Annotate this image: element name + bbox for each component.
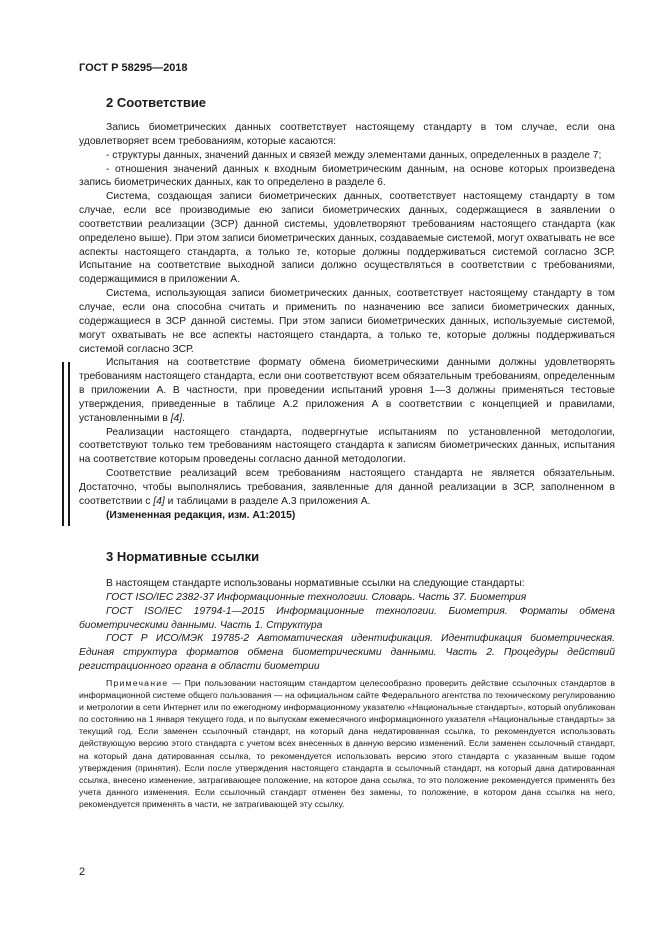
normative-reference: ГОСТ ISO/IEC 19794-1—2015 Информационные технологии. Биометрия. Форматы обмена биометрическими данными. Часть 1. Структура — [79, 605, 615, 631]
normative-reference: ГОСТ ISO/IEC 2382-37 Информационные технологии. Словарь. Часть 37. Биометрия — [106, 591, 527, 603]
section-3-title: 3 Нормативные ссылки — [106, 549, 260, 564]
text-run: Испытания на соответствие формату обмена биометрическими данными должны удовлетворять требованиям настоящего стандарта, если они соответствуют всем обязательным требованиям, определенным в приложении А. В частности, при проведении испытаний уровня 1—3 должны применяться тестовые утверждения, приведенные в таблице А.2 приложения А в соответствии с концепцией и правилами, установленными в — [79, 357, 615, 424]
normative-reference: ГОСТ Р ИСО/МЭК 19785-2 Автоматическая идентификация. Идентификация биометрическая. Единая структура форматов обмена биометрическими данными. Часть 2. Процедуры действий регистрационного органа в области биометрии — [79, 633, 615, 673]
paragraph: - структуры данных, значений данных и связей между элементами данных, определенных в разделе 7; — [106, 149, 602, 161]
text-run: Соответствие реализаций всем требованиям настоящего стандарта не является обязательным. Достаточно, чтобы выполнялись требования, заявленные для данной реализации в ЗСР, заполненном в соответствии с — [79, 468, 615, 507]
change-bar — [68, 362, 70, 526]
standard-code-header: ГОСТ Р 58295—2018 — [79, 62, 188, 74]
section-3-body — [79, 577, 615, 674]
bibliography-reference: [4] — [153, 495, 165, 507]
amendment-note: (Измененная редакция, изм. А1:2015) — [106, 509, 296, 521]
note-block — [79, 677, 615, 810]
paragraph — [79, 467, 615, 509]
paragraph: В настоящем стандарте использованы нормативные ссылки на следующие стандарты: — [106, 578, 525, 589]
paragraph — [79, 356, 615, 425]
note-paragraph — [79, 677, 615, 810]
paragraph: Система, использующая записи биометрических данных, соответствует настоящему стандарту в том случае, если она способна считать и применить по назначению все записи биометрических данных, содержащиеся в ЗСР данной системы. При этом записи биометрических данных, используемые системой, могут охватывать не все аспекты настоящего стандарта, а только те, которые должны поддерживаться системой согласно ЗСР. — [79, 288, 615, 355]
section-2-body — [79, 121, 615, 522]
paragraph: - отношения значений данных к входным биометрическим данным, на основе которых произведена запись биометрических данных, как то определено в разделе 6. — [79, 163, 615, 189]
paragraph: Запись биометрических данных соответствует настоящему стандарту в том случае, если она удовлетворяет всем требованиям, которые касаются: — [79, 122, 615, 147]
note-label: Примечание — [106, 678, 169, 688]
paragraph: Реализации настоящего стандарта, подвергнутые испытаниям по установленной методологии, соответствуют только тем требованиям настоящего стандарта к записям биометрических данных, испытания на соответствие которым проведены согласно данной методологии. — [79, 426, 615, 466]
change-bar — [62, 362, 64, 526]
text-run: . — [182, 412, 186, 424]
bibliography-reference: [4] — [170, 412, 183, 424]
note-text: — При пользовании настоящим стандартом целесообразно проверить действие ссылочных стандартов в информационной системе общего пользования — на официальном сайте Федерального агентства по техническому регулированию и метрологии в сети Интернет или по ежегодному информационному указателю «Национальные стандарты», который опубликован по состоянию на 1 января текущего года, и по выпускам ежемесячного информационного указателя «Национальные стандарты» за текущий год. Если заменен ссылочный стандарт, на который дана недатированная ссылка, то рекомендуется использовать действующую версию этого стандарта с учетом всех внесенных в данную версию изменений. Если заменен ссылочный стандарт, на который дана датированная ссылка, то рекомендуется использовать версию этого стандарта с указанным выше годом утверждения (принятия). Если после утверждения настоящего стандарта в ссылочный стандарт, на который дана датированная ссылка, внесено изменение, затрагивающее положение, на которое дана ссылка, то это положение рекомендуется применять без учета данного изменения. Если ссылочный стандарт отменен без замены, то положение, в котором дана ссылка на него, рекомендуется применять в части, не затрагивающей эту ссылку. — [79, 678, 615, 809]
paragraph: Система, создающая записи биометрических данных, соответствует настоящему стандарту в том случае, если все производимые ею записи биометрических данных, содержащиеся в заявлении о соответствии реализации (ЗСР) данной системы, удовлетворяют требованиям настоящего стандарта (как определено выше). При этом записи биометрических данных, создаваемые системой, могут охватывать не все аспекты настоящего стандарта, а только те, которые должны поддерживаться системой согласно ЗСР. Испытание на соответствие выходной записи должно осуществляться в соответствии с требованиями, содержащимися в приложении А. — [79, 191, 615, 286]
page-number: 2 — [79, 866, 86, 878]
section-2-title: 2 Соответствие — [106, 95, 207, 110]
text-run: и таблицами в разделе А.3 приложения А. — [164, 495, 371, 507]
